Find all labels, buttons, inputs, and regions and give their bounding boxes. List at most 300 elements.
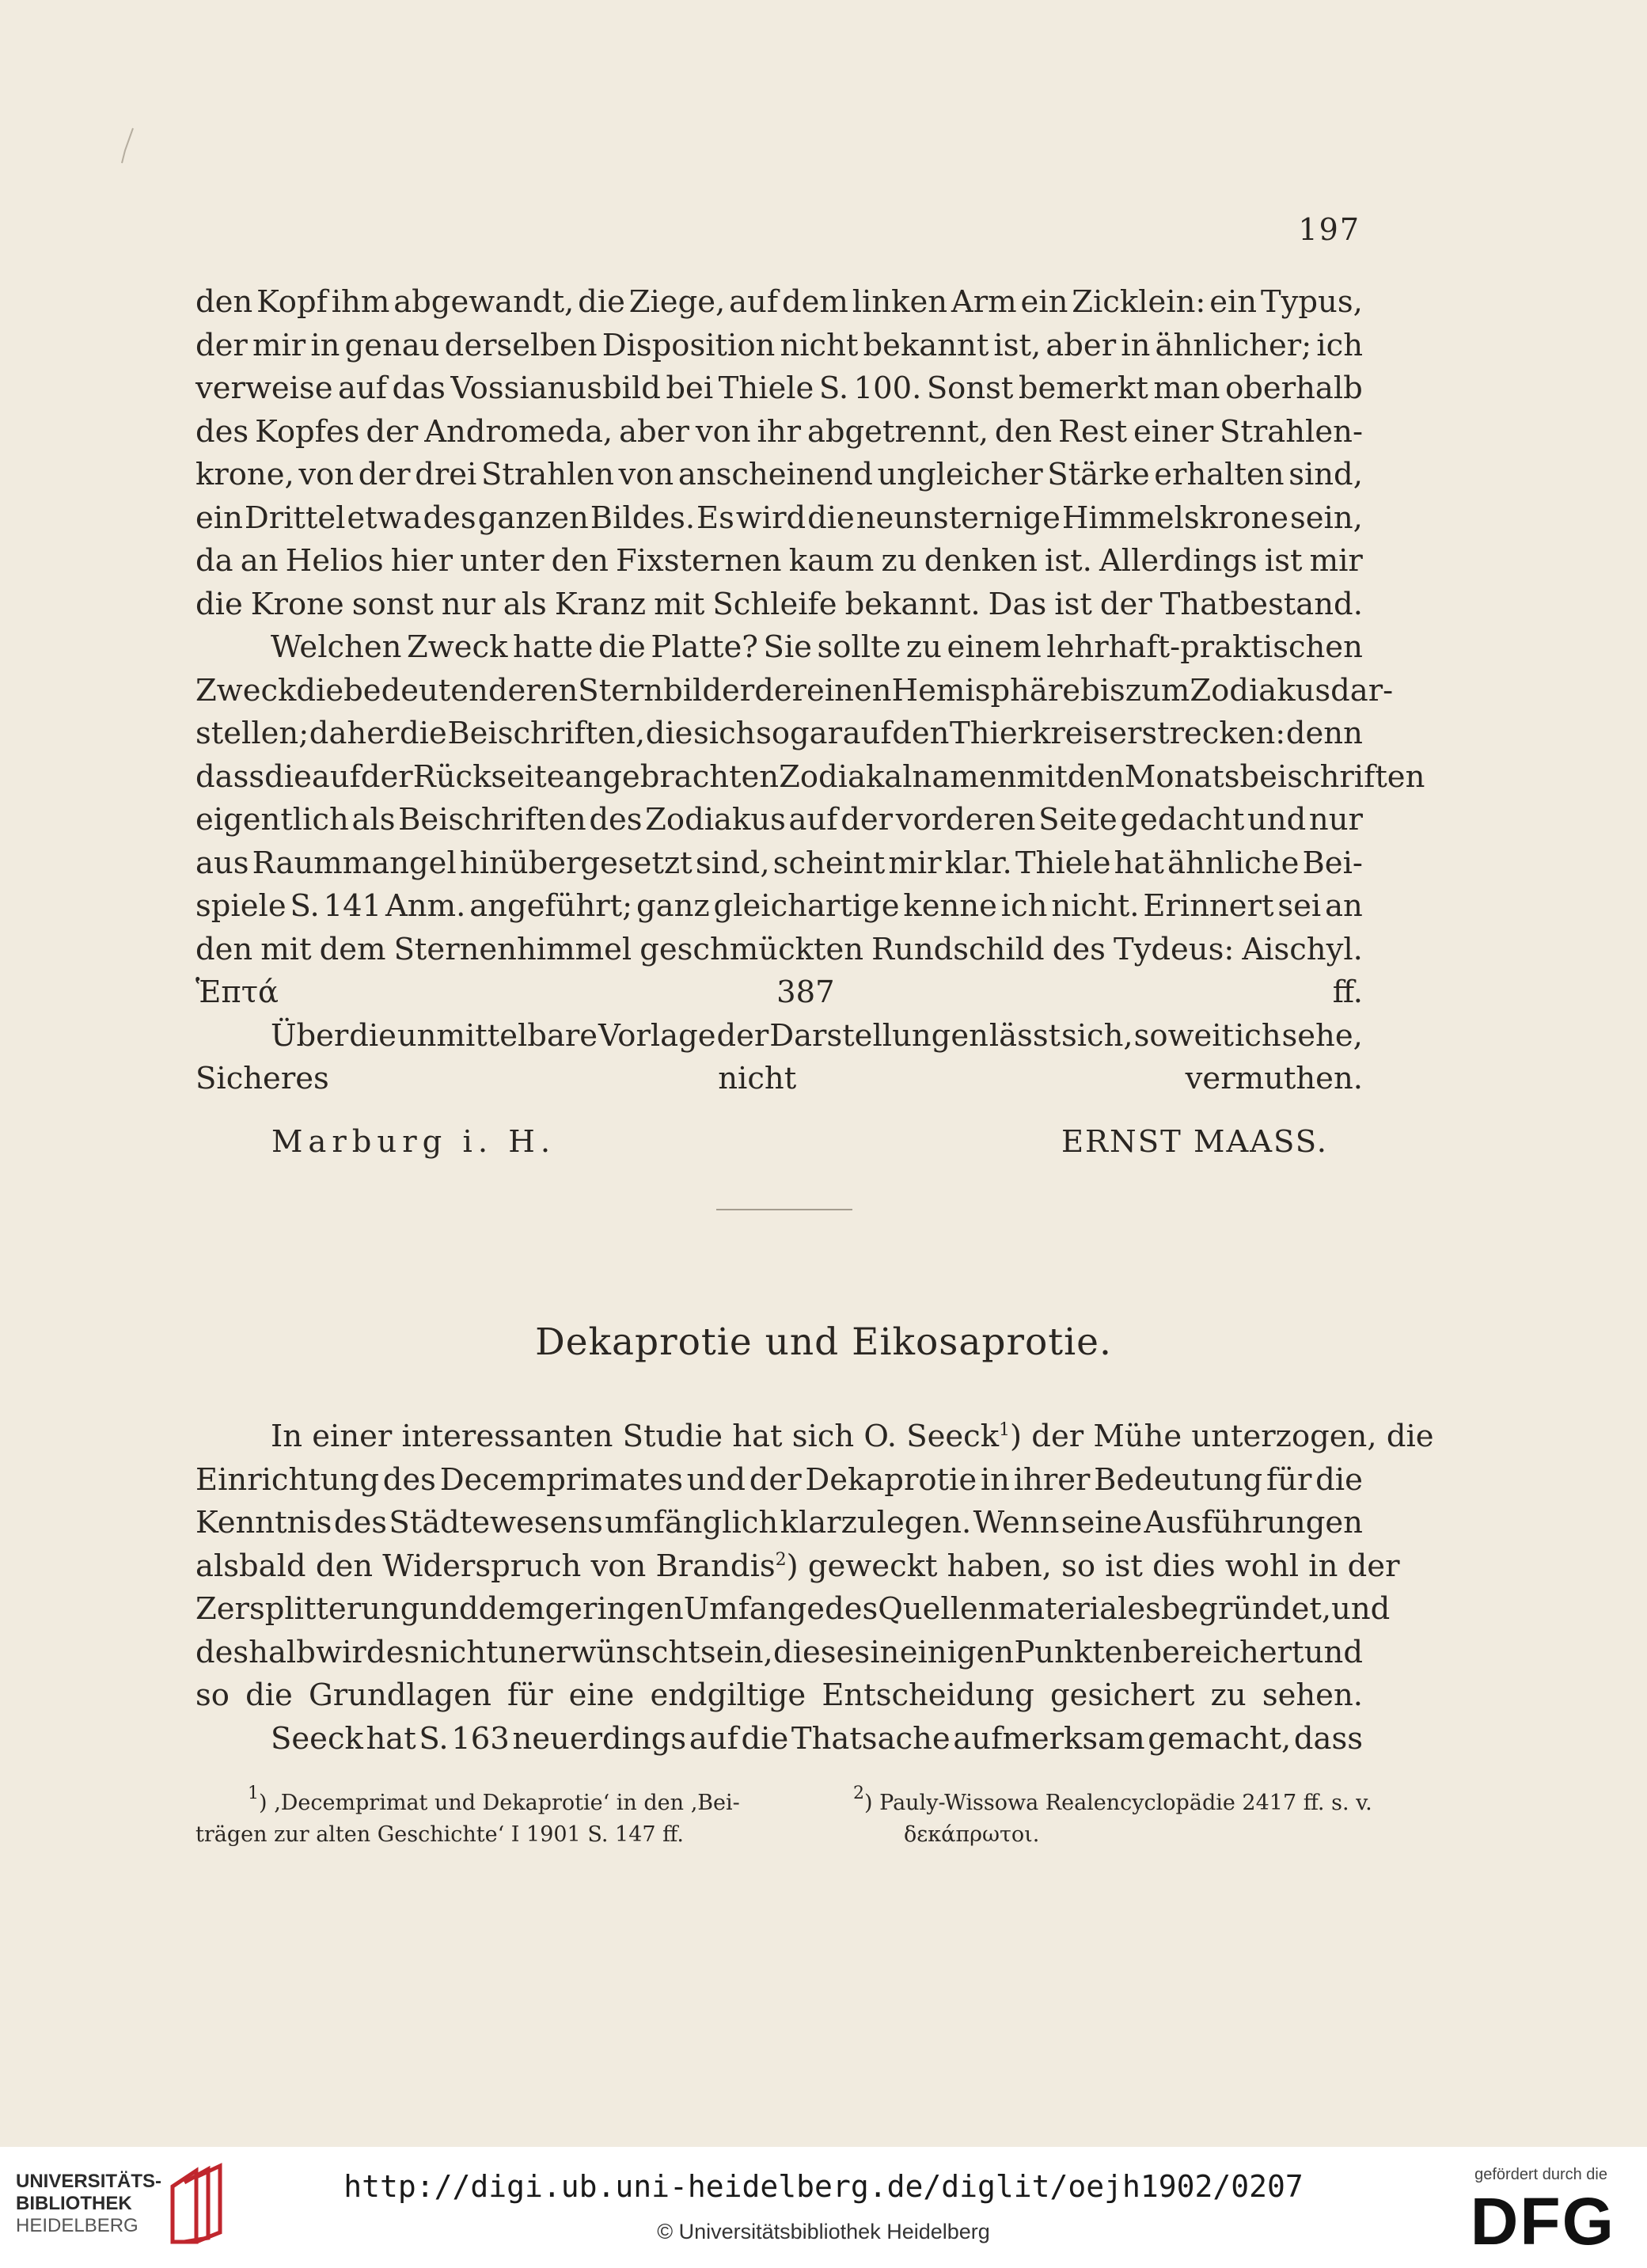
text-line	[195, 1502, 1363, 1545]
word: dem	[319, 931, 386, 967]
word: dem	[478, 1591, 545, 1627]
word: sollte	[817, 629, 901, 665]
word: Rest	[1058, 413, 1128, 450]
word: Thatsache	[791, 1720, 951, 1757]
word: vorderen	[895, 802, 1036, 838]
word: Kenntnis	[195, 1505, 332, 1540]
word: dieses	[773, 1634, 871, 1670]
word: zu	[905, 629, 942, 665]
word: auf	[729, 284, 779, 320]
word: auf	[338, 370, 388, 406]
word: ihr	[757, 413, 802, 450]
word: des	[825, 1591, 879, 1627]
word: da	[195, 543, 233, 579]
word: angeführt;	[469, 888, 633, 924]
text-line	[195, 756, 1425, 800]
word: Zicklein:	[1072, 284, 1206, 320]
text-line	[195, 497, 1363, 541]
word: Rundschild	[871, 931, 1045, 967]
text-run: ) ‚Decemprimat und Dekaprotie‘ in den ‚Bei-	[259, 1791, 740, 1815]
text-line	[195, 799, 1363, 842]
word: der	[754, 672, 807, 709]
word: Wenn	[973, 1505, 1060, 1540]
word: es	[385, 1634, 420, 1670]
word: angebrachten	[564, 758, 780, 795]
word: scheint	[772, 845, 886, 881]
text-line	[195, 1415, 1434, 1459]
word: ein	[1020, 284, 1068, 320]
word: S.	[290, 888, 320, 924]
paragraph	[195, 1415, 1434, 1718]
text-run: ) der Mühe unterzogen, die	[1010, 1419, 1434, 1454]
word: Umfange	[683, 1591, 825, 1627]
word: die	[578, 284, 625, 320]
text-run: alsbald den Widerspruch von Brandis	[195, 1548, 776, 1584]
word: Zersplitterung	[195, 1591, 420, 1627]
word: neuerdings	[512, 1720, 687, 1757]
text-run: In einer interessanten Studie hat sich O. Seeck	[271, 1419, 1000, 1454]
funding-note: gefördert durch die	[1474, 2166, 1607, 2183]
word: Punkten	[1014, 1634, 1143, 1670]
word: ein	[1209, 284, 1258, 320]
word: linken	[852, 284, 948, 320]
word: Bei-	[1302, 845, 1363, 881]
word: die	[399, 716, 447, 751]
page-number: 197	[1298, 212, 1360, 247]
word: Beischriften,	[447, 716, 646, 751]
word: kaum	[788, 543, 875, 579]
word: die	[349, 1017, 397, 1054]
word: anscheinend	[677, 457, 873, 492]
word: den	[195, 284, 253, 320]
word: die	[645, 716, 693, 751]
section-title: Dekaprotie und Eikosaprotie.	[535, 1320, 1112, 1364]
word: einer	[1133, 413, 1214, 450]
word: Thierkreis	[950, 716, 1109, 751]
word: der	[1099, 586, 1152, 622]
word: drei	[415, 457, 477, 492]
word: dem	[781, 284, 848, 320]
word: Aischyl.	[1242, 931, 1363, 967]
word: ist.	[1045, 543, 1092, 579]
text-line	[195, 842, 1363, 886]
word: gleichartige	[713, 888, 900, 924]
word: spiele	[195, 888, 287, 924]
word: die	[598, 629, 646, 665]
word: der	[358, 457, 411, 492]
word: ich	[1234, 1017, 1281, 1054]
word: unerwünscht	[498, 1634, 700, 1670]
word: Schleife	[712, 586, 837, 622]
word: an	[240, 543, 279, 579]
permalink-url[interactable]: http://digi.ub.uni-heidelberg.de/diglit/oejh1902/0207	[343, 2169, 1304, 2204]
word: derselben	[444, 327, 598, 363]
word: Vorlage	[598, 1017, 716, 1054]
word: Monatsbeischriften	[1124, 758, 1425, 795]
word: Decemprimates	[439, 1461, 684, 1498]
library-name-line: UNIVERSITÄTS-	[16, 2171, 162, 2192]
text-line	[195, 1588, 1391, 1632]
word: das	[392, 370, 446, 406]
word: hatte	[512, 629, 594, 665]
word: auf	[311, 758, 361, 795]
word: umfänglich	[605, 1505, 779, 1540]
word: ein	[195, 500, 243, 536]
text-line	[195, 929, 1363, 972]
word: und	[686, 1461, 746, 1498]
word: abgetrennt,	[806, 413, 989, 450]
word: ist	[1054, 586, 1092, 622]
word: Arm	[951, 284, 1017, 320]
word: bei	[666, 370, 714, 406]
word: die	[807, 500, 855, 536]
word: und	[1247, 802, 1307, 838]
word: dass	[195, 758, 265, 795]
word: von	[298, 457, 355, 492]
word: Seite	[1038, 802, 1118, 838]
word: der	[841, 802, 894, 838]
word: zu	[881, 543, 917, 579]
word: wird	[316, 1634, 386, 1670]
word: nur	[1308, 802, 1363, 838]
word: oberhalb	[1225, 370, 1363, 406]
word: man	[1153, 370, 1220, 406]
word: in	[1121, 327, 1151, 363]
word: bekannt.	[844, 586, 981, 622]
word: mit	[260, 931, 312, 967]
word: S.	[419, 1720, 449, 1757]
word: Ziege,	[628, 284, 726, 320]
text-line	[195, 583, 1363, 627]
footnote-ref: 2	[775, 1549, 787, 1570]
word: Himmelskrone	[1061, 500, 1289, 536]
paragraph	[195, 281, 1363, 626]
word: des	[1052, 931, 1106, 967]
word: ähnliche	[1167, 845, 1300, 881]
word: der	[195, 327, 248, 363]
text-run: ) geweckt haben, so ist dies wohl in der	[786, 1548, 1400, 1584]
word: aber	[619, 413, 689, 450]
word: stellen;	[195, 716, 309, 751]
footnotes	[195, 1784, 1372, 1851]
word: hat	[1114, 845, 1164, 881]
word: mir	[888, 845, 942, 881]
footnote-line: δεκάπρωτοι.	[904, 1822, 1040, 1847]
pencil-mark-icon	[119, 127, 139, 166]
word: Quellenmateriales	[878, 1591, 1161, 1627]
footnote-1	[195, 1784, 765, 1851]
text-line	[195, 885, 1363, 929]
word: auf	[689, 1720, 738, 1757]
word: aufmerksam	[953, 1720, 1145, 1757]
text-line	[195, 454, 1363, 497]
word: 100.	[853, 370, 922, 406]
word: begründet,	[1160, 1591, 1332, 1627]
word: auf	[788, 802, 838, 838]
library-name-line: BIBLIOTHEK	[16, 2193, 132, 2214]
word: als	[351, 802, 396, 838]
word: erhalten	[1154, 457, 1285, 492]
word: des	[333, 1505, 387, 1540]
word: bedeutenderen	[343, 672, 579, 709]
word: Platte?	[651, 629, 758, 665]
word: sich	[693, 716, 756, 751]
word: Zodiakus	[645, 802, 786, 838]
word: Sternbilder	[578, 672, 755, 709]
word: und	[419, 1591, 479, 1627]
word: die	[264, 758, 312, 795]
word: unmittelbare	[397, 1017, 598, 1054]
word: Typus,	[1260, 284, 1363, 320]
footnote-line: trägen zur alten Geschichte‘ I 1901 S. 147 ff.	[195, 1822, 684, 1847]
word: aus	[195, 845, 249, 881]
word: ganz	[636, 888, 710, 924]
text-line: Ἑπτά 387 ff.	[195, 974, 1363, 1010]
dfg-logo[interactable]: DFG	[1470, 2184, 1615, 2259]
word: sind,	[695, 845, 770, 881]
word: Darstellungen	[769, 1017, 989, 1054]
word: an	[1325, 888, 1363, 924]
word: aber	[1046, 327, 1117, 363]
word: erstrecken:	[1109, 716, 1286, 751]
word: Strahlen-	[1220, 413, 1363, 450]
text-line	[195, 712, 1363, 756]
word: Erinnert	[1143, 888, 1274, 924]
word: S.	[818, 370, 849, 406]
word: mit	[1016, 758, 1068, 795]
word: für	[1266, 1461, 1312, 1498]
word: Strahlen	[480, 457, 614, 492]
word: mit	[654, 586, 705, 622]
copyright-notice: © Universitätsbibliothek Heidelberg	[657, 2220, 990, 2243]
word: Kopf	[256, 284, 328, 320]
paragraph	[195, 1718, 1363, 1761]
word: Sternenhimmel	[393, 931, 632, 967]
section-divider	[716, 1209, 852, 1210]
word: und	[1331, 1591, 1391, 1627]
word: Zodiakus	[1190, 672, 1331, 709]
text-line: so die Grundlagen für eine endgiltige Entscheidung gesichert zu sehen.	[195, 1677, 1363, 1713]
word: Bedeutung	[1094, 1461, 1263, 1498]
paragraph	[195, 626, 1425, 1015]
word: den	[994, 413, 1053, 450]
word: ähnlicher;	[1155, 327, 1312, 363]
word: sonst	[351, 586, 434, 622]
body-text-bottom	[195, 1415, 1434, 1761]
word: mir	[252, 327, 306, 363]
text-line	[195, 1015, 1363, 1058]
word: Drittel	[244, 500, 346, 536]
word: einigen	[899, 1634, 1015, 1670]
word: ungleicher	[877, 457, 1043, 492]
text-line	[195, 411, 1363, 454]
word: des	[423, 500, 476, 536]
word: seine	[1061, 1505, 1143, 1540]
word: Allerdings	[1099, 543, 1258, 579]
word: sehe,	[1281, 1017, 1363, 1054]
library-name-line: HEIDELBERG	[16, 2215, 139, 2236]
word: Helios	[285, 543, 384, 579]
text-line	[195, 1459, 1363, 1503]
word: in	[310, 327, 340, 363]
word: denn	[1285, 716, 1363, 751]
word: Über	[271, 1017, 349, 1054]
word: soweit	[1133, 1017, 1235, 1054]
word: deshalb	[195, 1634, 316, 1670]
text-line	[195, 1718, 1363, 1761]
word: unter	[460, 543, 545, 579]
word: den	[195, 931, 253, 967]
text-line	[195, 540, 1363, 583]
word: Sonst	[926, 370, 1014, 406]
word: Rückseite	[412, 758, 565, 795]
word: wird	[735, 500, 806, 536]
footnote-2	[825, 1784, 1372, 1851]
word: ich	[1000, 888, 1048, 924]
word: Dekaprotie	[805, 1461, 977, 1498]
word: einen	[806, 672, 892, 709]
word: daher	[309, 716, 400, 751]
word: klarzulegen.	[780, 1505, 972, 1540]
text-line	[195, 670, 1394, 713]
word: mir	[1309, 543, 1363, 579]
word: ich	[1316, 327, 1363, 363]
text-line	[195, 1632, 1363, 1675]
word: Disposition	[601, 327, 776, 363]
word: lehrhaft-praktischen	[1046, 629, 1363, 665]
signature-place: Marburg i. H.	[271, 1124, 556, 1160]
word: Andromeda,	[424, 413, 613, 450]
word: Vossianusbild	[450, 370, 661, 406]
word: nicht.	[1051, 888, 1140, 924]
word: Einrichtung	[195, 1461, 379, 1498]
word: ganzen	[477, 500, 589, 536]
word: hier	[390, 543, 453, 579]
word: Zweck	[407, 629, 508, 665]
word: hinübergesetzt	[459, 845, 693, 881]
word: klar.	[944, 845, 1012, 881]
word: sei	[1277, 888, 1322, 924]
word: eigentlich	[195, 802, 349, 838]
word: Tydeus:	[1113, 931, 1235, 967]
word: Zweck	[195, 672, 297, 709]
word: sein,	[700, 1634, 773, 1670]
text-line	[195, 325, 1363, 368]
footnote-line	[825, 1784, 1372, 1819]
word: etwa	[347, 500, 422, 536]
word: Thatbestand.	[1159, 586, 1363, 622]
word: neunsternige	[856, 500, 1061, 536]
word: in	[870, 1634, 900, 1670]
word: Seeck	[271, 1720, 363, 1757]
word: von	[695, 413, 751, 450]
word: Fixsternen	[616, 543, 782, 579]
word: Kopfes	[255, 413, 360, 450]
text-segment	[271, 1415, 1434, 1459]
word: Hemisphäre	[891, 672, 1081, 709]
word: zum	[1125, 672, 1190, 709]
word: bemerkt	[1018, 370, 1148, 406]
word: sich,	[1061, 1017, 1133, 1054]
word: in	[980, 1461, 1010, 1498]
footnote-ref: 1	[999, 1420, 1011, 1440]
word: Städtewesens	[389, 1505, 603, 1540]
word: sogar	[756, 716, 843, 751]
word: 163	[451, 1720, 510, 1757]
text-line	[195, 626, 1363, 670]
footnote-mark: 1	[248, 1784, 259, 1803]
word: Anm.	[385, 888, 466, 924]
signature-author: ERNST MAASS.	[1061, 1124, 1328, 1160]
word: krone,	[195, 457, 294, 492]
footnote-mark: 2	[853, 1784, 864, 1803]
word: den	[892, 716, 950, 751]
text-line	[195, 367, 1363, 411]
word: Krone	[250, 586, 344, 622]
viewer-footer	[0, 2147, 1647, 2268]
word: geschmückten	[639, 931, 864, 967]
word: und	[1304, 1634, 1363, 1670]
word: Beischriften	[398, 802, 586, 838]
footnote-line	[195, 1784, 765, 1819]
word: hat	[366, 1720, 416, 1757]
word: Das	[988, 586, 1047, 622]
word: denken	[924, 543, 1038, 579]
word: als	[503, 586, 547, 622]
word: des	[195, 413, 249, 450]
word: Stärke	[1047, 457, 1150, 492]
word: abgewandt,	[393, 284, 575, 320]
word: Welchen	[271, 629, 402, 665]
word: sein,	[1290, 500, 1363, 536]
word: ihm	[331, 284, 390, 320]
word: der	[366, 413, 419, 450]
word: Zodiakalnamen	[779, 758, 1017, 795]
word: Sie	[763, 629, 812, 665]
text-run: ) Pauly-Wissowa Realencyclopädie 2417 ff. s. v.	[864, 1791, 1372, 1815]
word: Es	[696, 500, 734, 536]
word: Ausführungen	[1144, 1505, 1363, 1540]
word: die	[1315, 1461, 1363, 1498]
word: nicht	[419, 1634, 499, 1670]
paragraph	[195, 1015, 1363, 1101]
word: bereichert	[1142, 1634, 1304, 1670]
word: die	[296, 672, 344, 709]
body-text-top	[195, 281, 1425, 1101]
word: der	[749, 1461, 802, 1498]
word: von	[618, 457, 674, 492]
word: nicht	[780, 327, 859, 363]
word: ihrer	[1013, 1461, 1091, 1498]
word: ist	[1264, 543, 1303, 579]
text-line	[195, 1545, 1400, 1589]
word: dass	[1293, 1720, 1363, 1757]
word: des	[589, 802, 643, 838]
word: gedacht	[1120, 802, 1245, 838]
word: dar-	[1330, 672, 1394, 709]
word: Bildes.	[590, 500, 696, 536]
word: Thiele	[1015, 845, 1111, 881]
word: nur	[441, 586, 495, 622]
word: 141	[323, 888, 382, 924]
word: Kranz	[554, 586, 647, 622]
word: des	[382, 1461, 436, 1498]
text-line	[195, 281, 1363, 325]
text-line: Sicheres nicht vermuthen.	[195, 1061, 1363, 1096]
word: die	[195, 586, 243, 622]
word: Raummangel	[252, 845, 457, 881]
word: bis	[1080, 672, 1125, 709]
